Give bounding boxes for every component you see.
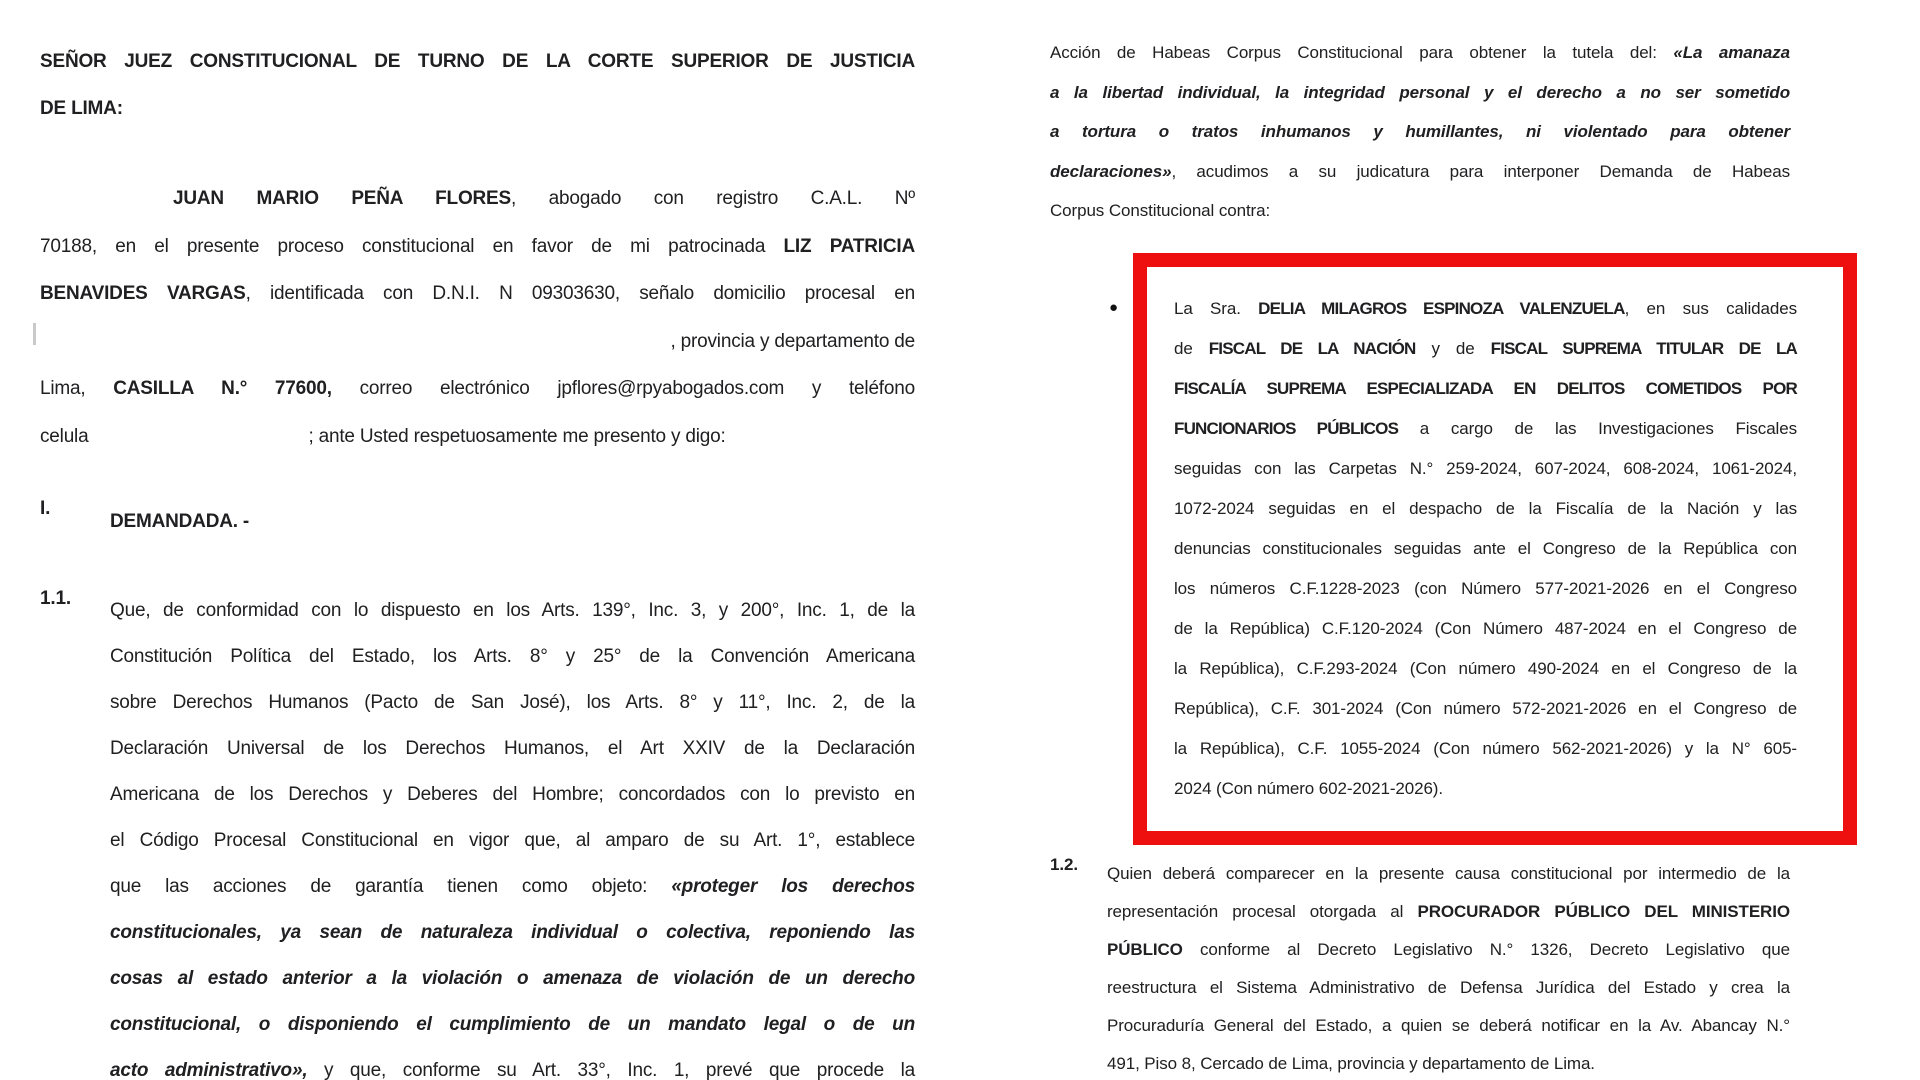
text-line: constitucional, o disponiendo el cumplimiento de un mandato legal o de un xyxy=(110,1014,915,1035)
addressee-heading xyxy=(40,38,915,132)
redaction-mark xyxy=(33,323,36,345)
text-line: cosas al estado anterior a la violación o amenaza de violación de un derecho xyxy=(110,968,915,989)
lawyer-intro-paragraph xyxy=(40,175,915,460)
text-line: Americana de los Derechos y Deberes del Hombre; concordados con lo previsto en xyxy=(110,784,915,805)
text-line: 1072-2024 seguidas en el despacho de la Fiscalía de la Nación y las xyxy=(1174,498,1797,518)
text-line: JUAN MARIO PEÑA FLORES, abogado con registro C.A.L. Nº xyxy=(173,188,915,209)
text-line: FISCALÍA SUPREMA ESPECIALIZADA EN DELITOS COMETIDOS POR xyxy=(1174,378,1797,398)
text-line: constitucionales, ya sean de naturaleza individual o colectiva, reponiendo las xyxy=(110,922,915,943)
text-line: denuncias constitucionales seguidas ante el Congreso de la República con xyxy=(1174,538,1797,558)
text-line: Quien deberá comparecer en la presente causa constitucional por intermedio de la xyxy=(1107,863,1790,883)
text-line: Corpus Constitucional contra: xyxy=(1050,201,1271,220)
text-line: representación procesal otorgada al PROCURADOR PÚBLICO DEL MINISTERIO xyxy=(1107,901,1790,921)
text-line: Acción de Habeas Corpus Constitucional para obtener la tutela del: «La amanaza xyxy=(1050,43,1790,62)
text-line: reestructura el Sistema Administrativo de Defensa Jurídica del Estado y crea la xyxy=(1107,977,1790,997)
text-line: a la libertad individual, la integridad personal y el derecho a no ser sometido xyxy=(1050,82,1790,102)
text-line: PÚBLICO conforme al Decreto Legislativo N.° 1326, Decreto Legislativo que xyxy=(1107,939,1790,959)
section-demandada xyxy=(40,498,915,545)
text-line: sobre Derechos Humanos (Pacto de San José), los Arts. 8° y 11°, Inc. 2, de la xyxy=(110,692,915,713)
text-line: declaraciones», acudimos a su judicatura para interponer Demanda de Habeas xyxy=(1050,161,1790,181)
text-line: de FISCAL DE LA NACIÓN y de FISCAL SUPREMA TITULAR DE LA xyxy=(1174,338,1798,358)
section-title xyxy=(110,498,915,545)
text-line: el Código Procesal Constitucional en vigor que, al amparo de su Art. 1°, establece xyxy=(110,830,915,851)
paragraph-1-2-number: 1.2. xyxy=(1050,854,1078,874)
text-line: Declaración Universal de los Derechos Humanos, el Art XXIV de la Declaración xyxy=(110,738,915,759)
right-page-column xyxy=(1050,33,1798,1080)
text-line: La Sra. DELIA MILAGROS ESPINOZA VALENZUELA, en sus calidades xyxy=(1174,298,1797,318)
text-line: Lima, CASILLA N.° 77600, correo electrónico jpflores@rpyabogados.com y teléfono xyxy=(40,378,915,399)
defendant-section xyxy=(1109,253,1798,845)
text-line: 491, Piso 8, Cercado de Lima, provincia y departamento de Lima. xyxy=(1107,1053,1595,1073)
text-line: FUNCIONARIOS PÚBLICOS a cargo de las Investigaciones Fiscales xyxy=(1174,418,1797,438)
text-line: , provincia y departamento de xyxy=(40,318,915,366)
text-line: a tortura o tratos inhumanos y humillantes, ni violentado para obtener xyxy=(1050,122,1790,141)
text-line: la República), C.F. 1055-2024 (Con número 562-2021-2026) y la N° 605- xyxy=(1174,738,1797,758)
text-line: Constitución Política del Estado, los Arts. 8° y 25° de la Convención Americana xyxy=(110,646,915,667)
paragraph-1-1 xyxy=(40,588,915,1080)
habeas-corpus-intro-paragraph xyxy=(1050,33,1790,231)
paragraph-1-2-text xyxy=(1107,855,1790,1080)
text-line: acto administrativo», y que, conforme su Art. 33°, Inc. 1, prevé que procede la xyxy=(110,1060,916,1080)
text-line: celula ; ante Usted respetuosamente me presento y digo: xyxy=(40,425,726,447)
text-line: de la República) C.F.120-2024 (Con Número 487-2024 en el Congreso de xyxy=(1174,618,1797,638)
text-line: República), C.F. 301-2024 (Con número 572-2021-2026 en el Congreso de xyxy=(1174,698,1797,718)
paragraph-1-2 xyxy=(1050,855,1790,1080)
text-line: DEMANDADA. - xyxy=(110,511,250,532)
text-line: 70188, en el presente proceso constitucional en favor de mi patrocinada LIZ PATRICIA xyxy=(40,235,915,257)
section-number: I. xyxy=(40,498,51,519)
text-line: los números C.F.1228-2023 (con Número 577-2021-2026 en el Congreso xyxy=(1174,578,1797,598)
paragraph-1-1-number: 1.1. xyxy=(40,588,71,609)
highlight-box xyxy=(1133,253,1857,845)
text-line: DE LIMA: xyxy=(40,98,123,119)
text-line: seguidas con las Carpetas N.° 259-2024, 607-2024, 608-2024, 1061-2024, xyxy=(1174,458,1797,478)
left-page-column xyxy=(40,38,915,1080)
paragraph-1-1-text xyxy=(110,588,915,1080)
text-line: que las acciones de garantía tienen como objeto: «proteger los derechos xyxy=(110,876,915,897)
bullet-marker: ● xyxy=(1109,298,1118,316)
text-line: 2024 (Con número 602-2021-2026). xyxy=(1174,778,1443,798)
defendant-description-text xyxy=(1174,289,1797,809)
text-line: Procuraduría General del Estado, a quien se deberá notificar en la Av. Abancay N.° xyxy=(1107,1015,1790,1035)
text-line: SEÑOR JUEZ CONSTITUCIONAL DE TURNO DE LA CORTE SUPERIOR DE JUSTICIA xyxy=(40,51,915,72)
text-line: Que, de conformidad con lo dispuesto en los Arts. 139°, Inc. 3, y 200°, Inc. 1, de la xyxy=(110,600,915,621)
text-line: la República), C.F.293-2024 (Con número 490-2024 en el Congreso de la xyxy=(1174,658,1797,678)
text-line: BENAVIDES VARGAS, identificada con D.N.I. N 09303630, señalo domicilio procesal en xyxy=(40,283,915,304)
